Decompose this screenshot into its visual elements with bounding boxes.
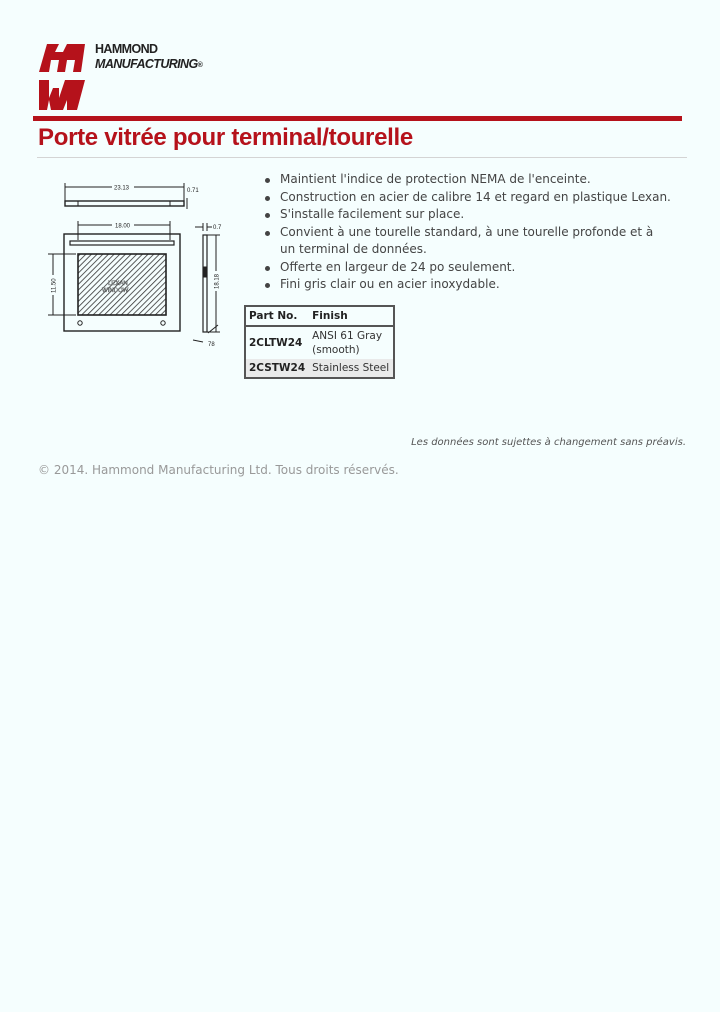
page-title: Porte vitrée pour terminal/tourelle	[38, 124, 413, 151]
dim-inner-width: 18.00	[115, 223, 131, 230]
feature-item: Construction en acier de calibre 14 et regard en plastique Lexan.	[262, 189, 672, 207]
table-row	[245, 359, 394, 378]
technical-drawing-icon	[40, 175, 245, 355]
part-number-cell: 2CLTW24	[249, 337, 303, 349]
feature-item: Convient à une tourelle standard, à une tourelle profonde et à un terminal de données.	[262, 224, 672, 259]
feature-list	[262, 171, 672, 294]
column-header-finish: Finish	[309, 306, 394, 326]
feature-item: Offerte en largeur de 24 po seulement.	[262, 259, 672, 277]
finish-cell: Stainless Steel	[309, 359, 394, 378]
feature-item: Maintient l'indice de protection NEMA de l'enceinte.	[262, 171, 672, 189]
table-row	[245, 326, 394, 359]
part-number-cell: 2CSTW24	[245, 359, 309, 378]
hammond-hw-logo-icon	[37, 40, 87, 112]
dim-top-width: 23.13	[114, 185, 130, 192]
window-label-line1: LEXAN	[108, 281, 128, 287]
company-name-line1: HAMMOND	[95, 42, 158, 56]
window-label-line2: WINDOW	[102, 288, 129, 294]
dim-side-thickness: 0.7	[213, 225, 222, 231]
parts-table	[244, 305, 395, 379]
company-logo	[37, 40, 227, 112]
company-name	[95, 42, 202, 73]
dim-window-height: 11.50	[51, 278, 58, 293]
dim-angle: 78	[208, 342, 215, 348]
dim-overall-height: 18.18	[214, 273, 221, 289]
feature-item: S'installe facilement sur place.	[262, 206, 672, 224]
company-name-line2: MANUFACTURING	[95, 57, 198, 71]
copyright-text: © 2014. Hammond Manufacturing Ltd. Tous droits réservés.	[38, 463, 399, 477]
registered-mark: ®	[197, 62, 203, 69]
disclaimer-text: Les données sont sujettes à changement sans préavis.	[411, 437, 686, 448]
finish-cell: ANSI 61 Gray (smooth)	[312, 330, 383, 356]
column-header-part-no: Part No.	[245, 306, 309, 326]
header-red-divider	[33, 116, 682, 121]
dim-top-thickness: 0.71	[187, 188, 199, 194]
table-header-row	[245, 306, 394, 326]
title-divider	[37, 157, 687, 158]
feature-item: Fini gris clair ou en acier inoxydable.	[262, 276, 672, 294]
